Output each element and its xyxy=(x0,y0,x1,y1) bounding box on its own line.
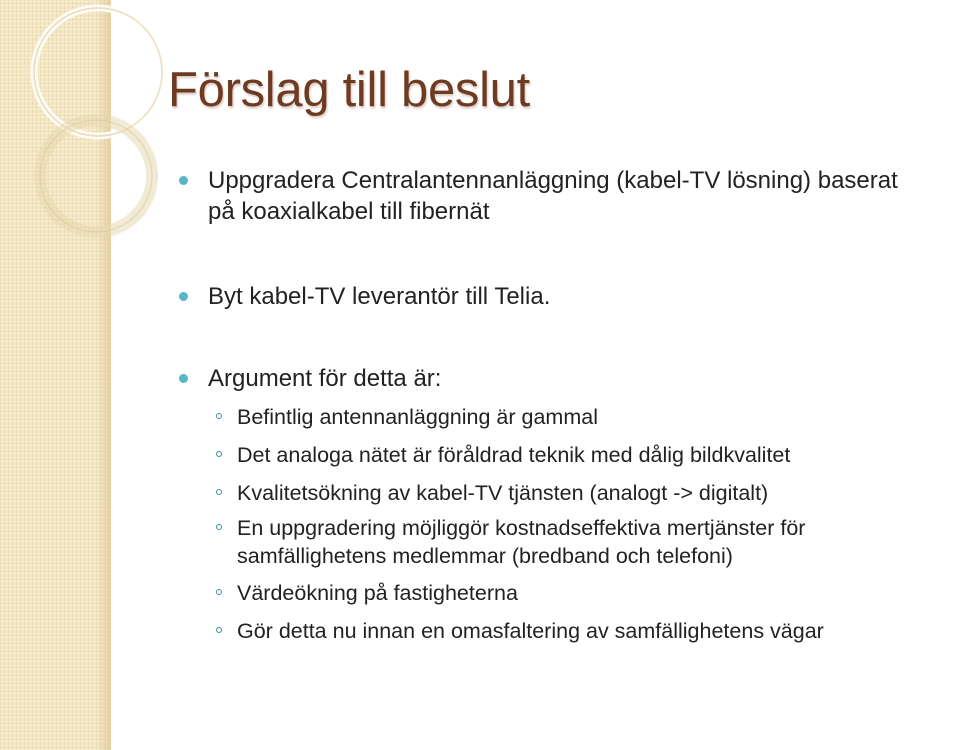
bullet-text: Uppgradera Centralantennanläggning (kabel-TV lösning) baserat på koaxialkabel till fibernät xyxy=(208,167,898,225)
sub-bullet-item xyxy=(237,441,790,469)
sub-bullet-item xyxy=(237,579,518,607)
sub-bullet-text: Befintlig antennanläggning är gammal xyxy=(237,405,598,429)
bullet-dot-icon xyxy=(179,374,188,383)
sub-bullet-item xyxy=(237,514,805,570)
sub-bullet-ring-icon xyxy=(216,524,222,530)
sub-bullet-item xyxy=(237,479,768,507)
bullet-item xyxy=(208,281,550,312)
sub-bullet-ring-icon xyxy=(216,627,222,633)
sub-bullet-item xyxy=(237,617,824,645)
slide-content xyxy=(168,0,960,750)
sub-bullet-text-line-2: samfällighetens medlemmar (bredband och telefoni) xyxy=(237,544,733,568)
bullet-text: Argument för detta är: xyxy=(208,365,442,392)
sub-bullet-text: Värdeökning på fastigheterna xyxy=(237,581,518,605)
sub-bullet-ring-icon xyxy=(216,413,222,419)
bullet-dot-icon xyxy=(179,176,188,185)
sub-bullet-text: Gör detta nu innan en omasfaltering av samfällighetens vägar xyxy=(237,619,824,643)
sub-bullet-text: Det analoga nätet är föråldrad teknik med dålig bildkvalitet xyxy=(237,443,791,467)
sub-bullet-ring-icon xyxy=(216,451,222,457)
sub-bullet-text-line-1: En uppgradering möjliggör kostnadseffektiva mertjänster för xyxy=(237,516,806,540)
slide-title: Förslag till beslut xyxy=(168,63,530,117)
bullet-text: Byt kabel-TV leverantör till Telia. xyxy=(208,283,551,310)
sub-bullet-item xyxy=(237,403,598,431)
bullet-dot-icon xyxy=(179,292,188,301)
bullet-item xyxy=(208,165,908,227)
bullet-item xyxy=(208,363,441,394)
sub-bullet-ring-icon xyxy=(216,589,222,595)
sub-bullet-text: Kvalitetsökning av kabel-TV tjänsten (analogt -> digitalt) xyxy=(237,481,769,505)
sub-bullet-ring-icon xyxy=(216,489,222,495)
